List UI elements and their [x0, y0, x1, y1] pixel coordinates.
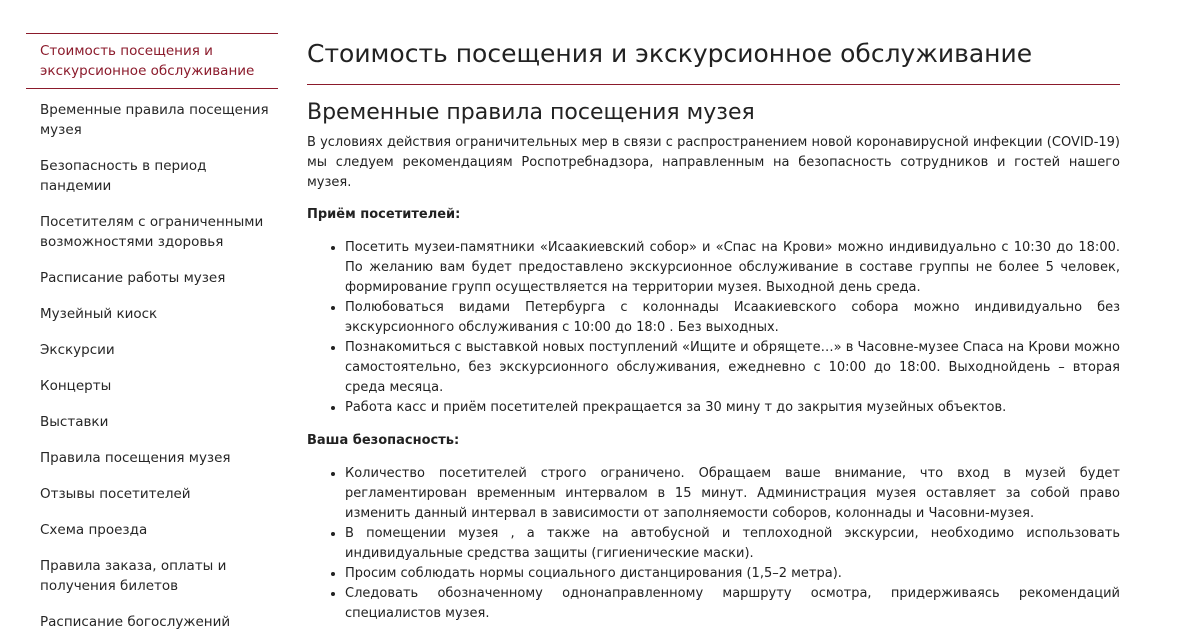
sidebar-item-services-schedule[interactable]: Расписание богослужений	[40, 614, 231, 630]
sidebar-item-accessibility[interactable]: Посетителям с ограниченными возможностями здоровья	[40, 214, 264, 250]
sidebar-item-ticket-rules[interactable]: Правила заказа, оплаты и получения билетов	[40, 558, 227, 594]
main-content	[307, 36, 1120, 637]
sidebar-item-exhibitions[interactable]: Выставки	[40, 414, 109, 430]
sidebar-item-directions[interactable]: Схема проезда	[40, 522, 148, 538]
visitors-heading: Приём посетителей:	[307, 207, 461, 222]
sidebar-item-concerts[interactable]: Концерты	[40, 378, 112, 394]
page-title: Стоимость посещения и экскурсионное обслуживание	[307, 36, 1120, 85]
sidebar-item-pandemic-safety[interactable]: Безопасность в период пандемии	[40, 158, 207, 194]
list-item: • Работа касс и приём посетителей прекращается за 30 мину т до закрытия музейных объектов.	[345, 398, 1120, 418]
sidebar-item-visit-rules[interactable]: Правила посещения музея	[40, 450, 231, 466]
sidebar-nav	[26, 33, 278, 640]
section-title: Временные правила посещения музея	[307, 100, 755, 125]
list-item: • Познакомиться с выставкой новых поступлений «Ищите и обрящете…» в Часовне-музее Спаса на Крови можно самостоятельно, без экскурсионного обслуживания, ежедневно с 10:00 до 18:00. Выходнойдень – вторая среда месяца.	[345, 338, 1120, 398]
list-item: • Следовать обозначенному однонаправленному маршруту осмотра, придерживаясь рекомендаций специалистов музея.	[345, 584, 1120, 624]
list-item: • Количество посетителей строго ограничено. Обращаем ваше внимание, что вход в музей будет регламентирован временным интервалом в 15 минут. Администрация музея оставляет за собой право изменить данный интервал в зависимости от заполняемости соборов, колоннады и Часовни-музея.	[345, 464, 1120, 524]
sidebar-item-prices-excursions[interactable]: Стоимость посещения и экскурсионное обслуживание	[26, 33, 278, 89]
list-item: • В помещении музея , а также на автобусной и теплоходной экскурсии, необходимо использовать индивидуальные средства защиты (гигиенические маски).	[345, 524, 1120, 564]
list-item: • Полюбоваться видами Петербурга с колоннады Исаакиевского собора можно индивидуально без экскурсионного обслуживания с 10:00 до 18:0 . Без выходных.	[345, 298, 1120, 338]
sidebar-item-museum-kiosk[interactable]: Музейный киоск	[40, 306, 158, 322]
list-item: • Посетить музеи-памятники «Исаакиевский собор» и «Спас на Крови» можно индивидуально с 10:30 до 18:00. По желанию вам будет предоставлено экскурсионное обслуживание в составе группы не более 5 человек, формирование групп осуществляется на территории музея. Выходной день среда.	[345, 238, 1120, 298]
sidebar-item-reviews[interactable]: Отзывы посетителей	[40, 486, 191, 502]
visitors-list	[307, 238, 1120, 418]
list-item: • Просим соблюдать нормы социального дистанцирования (1,5–2 метра).	[345, 564, 1120, 584]
safety-heading: Ваша безопасность:	[307, 433, 460, 448]
sidebar-item-schedule[interactable]: Расписание работы музея	[40, 270, 226, 286]
sidebar-item-excursions[interactable]: Экскурсии	[40, 342, 115, 358]
sidebar-item-temporary-rules[interactable]: Временные правила посещения музея	[40, 102, 269, 138]
intro-paragraph: В условиях действия ограничительных мер в связи с распространением новой коронавирусной инфекции (COVID-19) мы следуем рекомендациям Роспотребнадзора, направленным на безопасность сотрудников и гостей нашего музея.	[307, 135, 1120, 190]
safety-list	[307, 464, 1120, 624]
